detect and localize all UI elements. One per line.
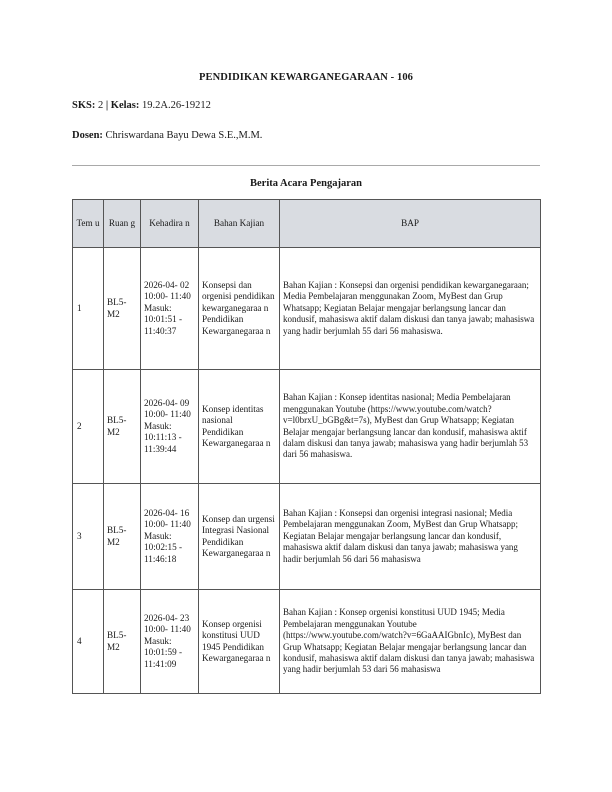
table-row	[73, 590, 541, 694]
kelas-label: Kelas:	[110, 100, 140, 111]
lecturer-line	[72, 130, 262, 141]
teaching-record-table	[72, 199, 541, 694]
cell-bahan-kajian: Konsepsi dan orgenisi pendidikan kewarganegaraa n Pendidikan Kewarganegaraa n	[199, 248, 280, 370]
column-header-bap: BAP	[280, 200, 541, 248]
table-row	[73, 248, 541, 370]
section-title: Berita Acara Pengajaran	[250, 178, 362, 189]
table-row	[73, 484, 541, 590]
cell-ruang: BL5- M2	[104, 590, 141, 694]
cell-bap: Bahan Kajian : Konsep identitas nasional; Media Pembelajaran menggunakan Youtube (https://www.youtube.com/watch?v=l0brxU_bGBg&t=7s), MyBest dan Grup Whatsapp; Kegiatan Belajar mengajar berlangsung lancar dan kondusif, mahasiswa aktif dalam diskusi dan tanya jawab; mahasiswa yang hadir berjumlah 53 dari 56 mahasiswa.	[280, 370, 541, 484]
cell-ruang: BL5- M2	[104, 484, 141, 590]
cell-bahan-kajian: Konsep orgenisi konstitusi UUD 1945 Pendidikan Kewarganegaraa n	[199, 590, 280, 694]
cell-kehadiran: 2026-04- 16 10:00- 11:40 Masuk: 10:02:15 - 11:46:18	[141, 484, 199, 590]
course-info-line	[72, 100, 211, 111]
course-title: PENDIDIKAN KEWARGANEGARAAN - 106	[198, 72, 414, 83]
divider	[72, 165, 540, 166]
cell-ruang: BL5- M2	[104, 370, 141, 484]
cell-kehadiran: 2026-04- 02 10:00- 11:40 Masuk: 10:01:51 - 11:40:37	[141, 248, 199, 370]
column-header-temu: Tem u	[73, 200, 104, 248]
dosen-value: Chriswardana Bayu Dewa S.E.,M.M.	[105, 130, 263, 141]
column-header-bahan-kajian: Bahan Kajian	[199, 200, 280, 248]
cell-bap: Bahan Kajian : Konsep orgenisi konstitusi UUD 1945; Media Pembelajaran menggunakan Youtube (https://www.youtube.com/watch?v=6GaAAIGbnIc), MyBest dan Grup Whatsapp; Kegiatan Belajar mengajar berlangsung lancar dan kondusif, mahasiswa aktif dalam diskusi dan tanya jawab; mahasiswa yang hadir berjumlah 53 dari 56 mahasiswa	[280, 590, 541, 694]
kelas-value: 19.2A.26-19212	[141, 100, 211, 111]
table-header-row	[73, 200, 541, 248]
sks-label: SKS:	[72, 100, 96, 111]
cell-temu: 3	[73, 484, 104, 590]
column-header-kehadiran: Kehadira n	[141, 200, 199, 248]
cell-bap: Bahan Kajian : Konsepsi dan orgenisi integrasi nasional; Media Pembelajaran menggunakan Zoom, MyBest dan Grup Whatsapp; Kegiatan Belajar mengajar berlangsung lancar dan kondusif, mahasiswa aktif dalam diskusi dan tanya jawab; mahasiswa yang hadir berjumlah 56 dari 56 mahasiswa	[280, 484, 541, 590]
cell-bap: Bahan Kajian : Konsepsi dan orgenisi pendidikan kewarganegaraan; Media Pembelajaran menggunakan Zoom, MyBest dan Grup Whatsapp; Kegiatan Belajar mengajar berlangsung lancar dan kondusif, mahasiswa aktif dalam diskusi dan tanya jawab; mahasiswa yang hadir berjumlah 55 dari 56 mahasiswa.	[280, 248, 541, 370]
dosen-label: Dosen:	[72, 130, 103, 141]
separator: |	[105, 100, 109, 111]
cell-kehadiran: 2026-04- 09 10:00- 11:40 Masuk: 10:11:13 - 11:39:44	[141, 370, 199, 484]
cell-temu: 2	[73, 370, 104, 484]
table-row	[73, 370, 541, 484]
column-header-ruang: Ruan g	[104, 200, 141, 248]
cell-temu: 1	[73, 248, 104, 370]
cell-bahan-kajian: Konsep dan urgensi Integrasi Nasional Pendidikan Kewarganegaraa n	[199, 484, 280, 590]
cell-ruang: BL5- M2	[104, 248, 141, 370]
sks-value: 2	[97, 100, 104, 111]
cell-temu: 4	[73, 590, 104, 694]
cell-kehadiran: 2026-04- 23 10:00- 11:40 Masuk: 10:01:59 - 11:41:09	[141, 590, 199, 694]
cell-bahan-kajian: Konsep identitas nasional Pendidikan Kewarganegaraa n	[199, 370, 280, 484]
